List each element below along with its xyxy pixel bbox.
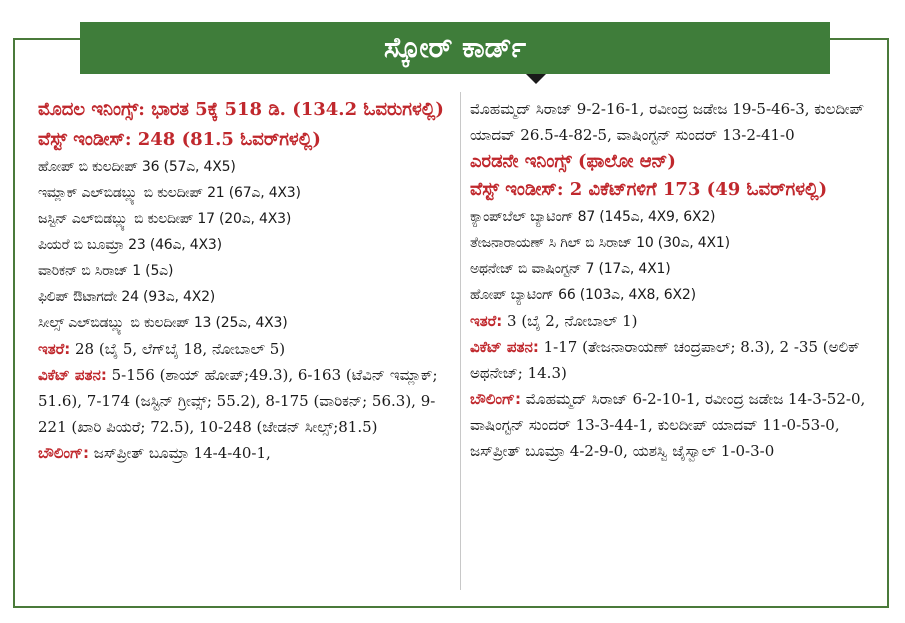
bowling-value: ಮೊಹಮ್ಮದ್ ಸಿರಾಜ್ 6-2-10-1, ರವೀಂದ್ರ ಜಡೇಜ 14-3-52-0, ವಾಷಿಂಗ್ಟನ್ ಸುಂದರ್ 13-3-44-1, ಕುಲದೀಪ್ ಯಾದವ್ 11-0-53-0, ಜಸ್‌ಪ್ರೀತ್ ಬೂಮ್ರಾ 4-2-9-0, ಯಶಸ್ವಿ ಜೈಸ್ವಾಲ್ 1-0-3-0	[470, 390, 866, 460]
batting-row: ಇಮ್ಲಾಕ್ ಎಲ್‌ಬಿಡಬ್ಲ್ಯು ಬಿ ಕುಲದೀಪ್ 21 (67ಎ, 4X3)	[38, 185, 301, 201]
batting-row: ಅಥನೇಜ್ ಬಿ ವಾಷಿಂಗ್ಟನ್ 7 (17ಎ, 4X1)	[470, 261, 671, 277]
first-innings-heading: ಮೊದಲ ಇನಿಂಗ್ಸ್: ಭಾರತ 5ಕ್ಕೆ 518 ಡಿ. (134.2 ಓವರುಗಳಲ್ಲಿ)	[38, 99, 444, 120]
batting-list	[38, 154, 458, 336]
wi-second-innings-score: ವೆಸ್ಟ್ ಇಂಡೀಸ್: 2 ವಿಕೆಟ್‌ಗಳಿಗೆ 173 (49 ಓವರ್‌ಗಳಲ್ಲಿ)	[470, 179, 828, 200]
batting-row: ಕ್ಯಾಂಪ್‌ಬೆಲ್ ಬ್ಯಾಟಿಂಗ್ 87 (145ಎ, 4X9, 6X2)	[470, 209, 716, 225]
banner-pointer-icon	[526, 74, 546, 84]
column-divider	[460, 92, 461, 590]
banner-title: ಸ್ಕೋರ್ ಕಾರ್ಡ್	[383, 31, 527, 64]
bowling-line	[470, 386, 878, 464]
batting-row: ಸೀಲ್ಸ್ ಎಲ್‌ಬಿಡಬ್ಲ್ಯು ಬಿ ಕುಲದೀಪ್ 13 (25ಎ, 4X3)	[38, 315, 288, 331]
right-column	[470, 96, 878, 464]
batting-row: ಪಿಯರೆ ಬಿ ಬೂಮ್ರಾ 23 (46ಎ, 4X3)	[38, 237, 222, 253]
fow-value: 1-17 (ತೇಜನಾರಾಯಣ್ ಚಂದ್ರಪಾಲ್; 8.3), 2 -35 (ಅಲಿಕ್ ಅಥನೇಜ್; 14.3)	[470, 338, 860, 382]
batting-row: ಹೋಪ್ ಬಿ ಕುಲದೀಪ್ 36 (57ಎ, 4X5)	[38, 159, 236, 175]
batting-row: ತೇಜನಾರಾಯಣ್ ಸಿ ಗಿಲ್ ಬಿ ಸಿರಾಜ್ 10 (30ಎ, 4X1)	[470, 235, 730, 251]
bowling-label: ಬೌಲಿಂಗ್:	[470, 390, 521, 408]
extras-value: 28 (ಬೈ 5, ಲೆಗ್‌ಬೈ 18, ನೋಬಾಲ್ 5)	[70, 340, 286, 358]
extras-label: ಇತರೆ:	[38, 340, 71, 358]
extras-line	[470, 308, 878, 334]
fall-of-wickets	[38, 362, 458, 440]
fow-label: ವಿಕೆಟ್ ಪತನ:	[38, 366, 107, 384]
batting-list-second	[470, 204, 878, 308]
extras-value: 3 (ಬೈ 2, ನೋಬಾಲ್ 1)	[502, 312, 638, 330]
left-column	[38, 96, 458, 466]
batting-row: ಹೋಪ್ ಬ್ಯಾಟಿಂಗ್ 66 (103ಎ, 4X8, 6X2)	[470, 287, 696, 303]
fow-label: ವಿಕೆಟ್ ಪತನ:	[470, 338, 539, 356]
extras-line	[38, 336, 458, 362]
batting-row: ಜಸ್ಟಿನ್ ಎಲ್‌ಬಿಡಬ್ಲ್ಯು ಬಿ ಕುಲದೀಪ್ 17 (20ಎ, 4X3)	[38, 211, 292, 227]
extras-label: ಇತರೆ:	[470, 312, 503, 330]
wi-innings-score: ವೆಸ್ಟ್ ಇಂಡೀಸ್: 248 (81.5 ಓವರ್‌ಗಳಲ್ಲಿ)	[38, 129, 321, 150]
fow-value: 5-156 (ಶಾಯ್ ಹೋಪ್;49.3), 6-163 (ಟೆವಿನ್ ಇಮ್ಲಾಕ್; 51.6), 7-174 (ಜಸ್ಟಿನ್ ಗ್ರೀವ್ಸ್; 55.2), 8-175 (ವಾರಿಕನ್; 56.3), 9-221 (ಖಾರಿ ಪಿಯರೆ; 72.5), 10-248 (ಜೇಡನ್ ಸೀಲ್ಸ್;81.5)	[38, 366, 438, 436]
batting-row: ಫಿಲಿಪ್ ಔಟಾಗದೇ 24 (93ಎ, 4X2)	[38, 289, 216, 305]
bowling-value: ಜಸ್‌ಪ್ರೀತ್ ಬೂಮ್ರಾ 14-4-40-1,	[89, 444, 271, 462]
bowling-continued: ಮೊಹಮ್ಮದ್ ಸಿರಾಜ್ 9-2-16-1, ರವೀಂದ್ರ ಜಡೇಜ 19-5-46-3, ಕುಲದೀಪ್ ಯಾದವ್ 26.5-4-82-5, ವಾಷಿಂಗ್ಟನ್ ಸುಂದರ್ 13-2-41-0	[470, 100, 865, 144]
scorecard-banner	[80, 22, 830, 74]
bowling-line	[38, 440, 458, 466]
batting-row: ವಾರಿಕನ್ ಬಿ ಸಿರಾಜ್ 1 (5ಎ)	[38, 263, 174, 279]
bowling-label: ಬೌಲಿಂಗ್:	[38, 444, 89, 462]
second-innings-heading: ಎರಡನೇ ಇನಿಂಗ್ಸ್ (ಫಾಲೋ ಆನ್)	[470, 151, 676, 172]
fall-of-wickets	[470, 334, 878, 386]
